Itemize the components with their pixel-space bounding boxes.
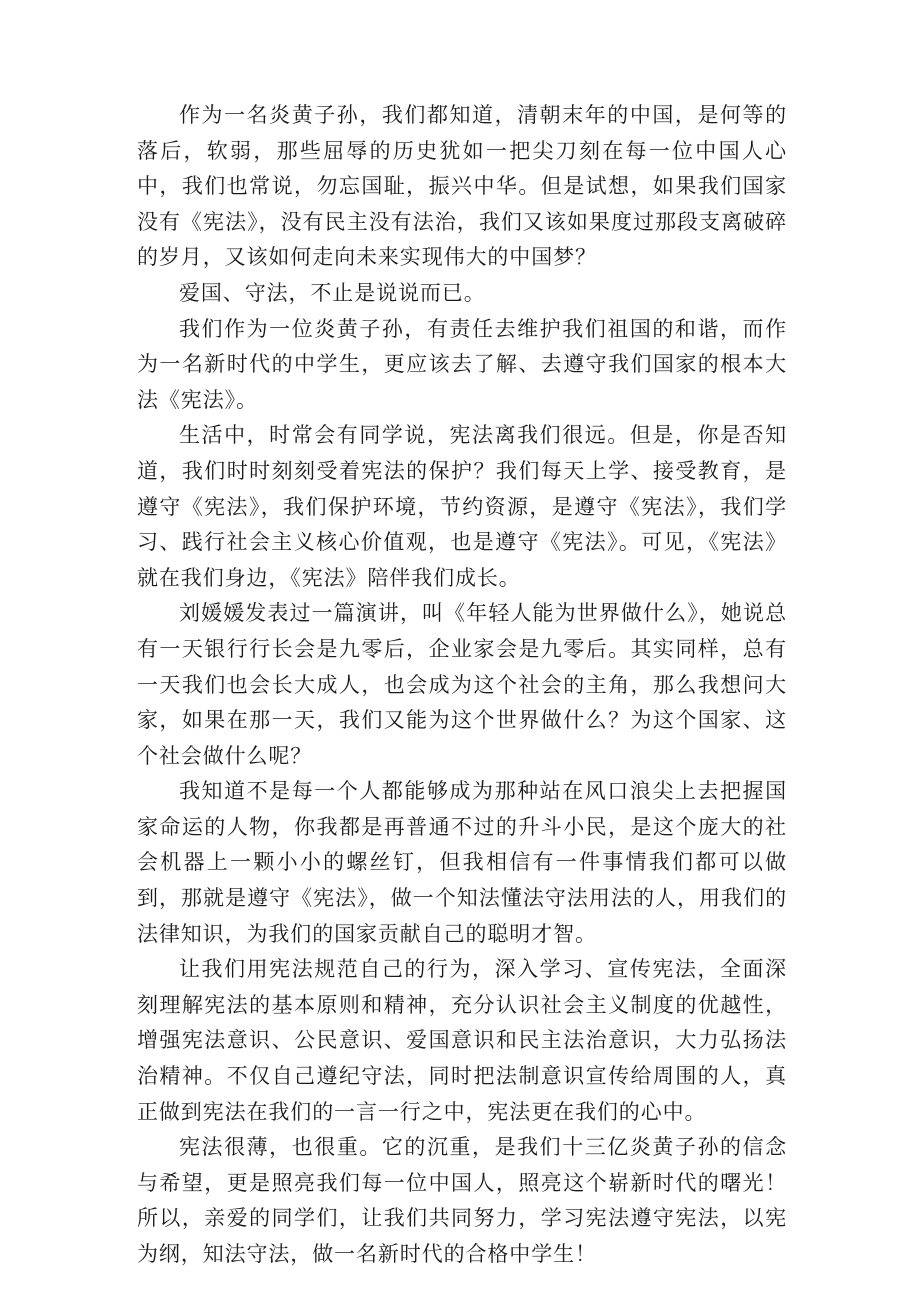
document-body: [137, 98, 787, 1273]
paragraph: 让我们用宪法规范自己的行为，深入学习、宣传宪法，全面深刻理解宪法的基本原则和精神，充分认识社会主义制度的优越性，增强宪法意识、公民意识、爱国意识和民主法治意识，大力弘扬法治精神。不仅自己遵纪守法，同时把法制意识宣传给周围的人，真正做到宪法在我们的一言一行之中，宪法更在我们的心中。: [137, 957, 787, 1124]
paragraph: 作为一名炎黄子孙，我们都知道，清朝末年的中国，是何等的落后，软弱，那些屈辱的历史犹如一把尖刀刻在每一位中国人心中，我们也常说，勿忘国耻，振兴中华。但是试想，如果我们国家没有《宪法》，没有民主没有法治，我们又该如果度过那段支离破碎的岁月，又该如何走向未来实现伟大的中国梦？: [137, 103, 787, 270]
paragraph: 我知道不是每一个人都能够成为那种站在风口浪尖上去把握国家命运的人物，你我都是再普通不过的升斗小民，是这个庞大的社会机器上一颗小小的螺丝钉，但我相信有一件事情我们都可以做到，那就是遵守《宪法》，做一个知法懂法守法用法的人，用我们的法律知识，为我们的国家贡献自己的聪明才智。: [137, 779, 787, 946]
paragraph: 刘媛媛发表过一篇演讲，叫《年轻人能为世界做什么》，她说总有一天银行行长会是九零后，企业家会是九零后。其实同样，总有一天我们也会长大成人，也会成为这个社会的主角，那么我想问大家，如果在那一天，我们又能为这个世界做什么？为这个国家、这个社会做什么呢？: [137, 601, 787, 768]
paragraph: 宪法很薄，也很重。它的沉重，是我们十三亿炎黄子孙的信念与希望，更是照亮我们每一位中国人，照亮这个崭新时代的曙光！所以，亲爱的同学们，让我们共同努力，学习宪法遵守宪法，以宪为纲，知法守法，做一名新时代的合格中学生！: [137, 1135, 787, 1266]
paragraph: 我们作为一位炎黄子孙，有责任去维护我们祖国的和谐，而作为一名新时代的中学生，更应该去了解、去遵守我们国家的根本大法《宪法》。: [137, 316, 787, 412]
paragraph: 爱国、守法，不止是说说而已。: [179, 280, 486, 305]
paragraph: 生活中，时常会有同学说，宪法离我们很远。但是，你是否知道，我们时时刻刻受着宪法的保护？我们每天上学、接受教育，是遵守《宪法》，我们保护环境，节约资源，是遵守《宪法》，我们学习、践行社会主义核心价值观，也是遵守《宪法》。可见，《宪法》就在我们身边，《宪法》陪伴我们成长。: [137, 423, 787, 590]
